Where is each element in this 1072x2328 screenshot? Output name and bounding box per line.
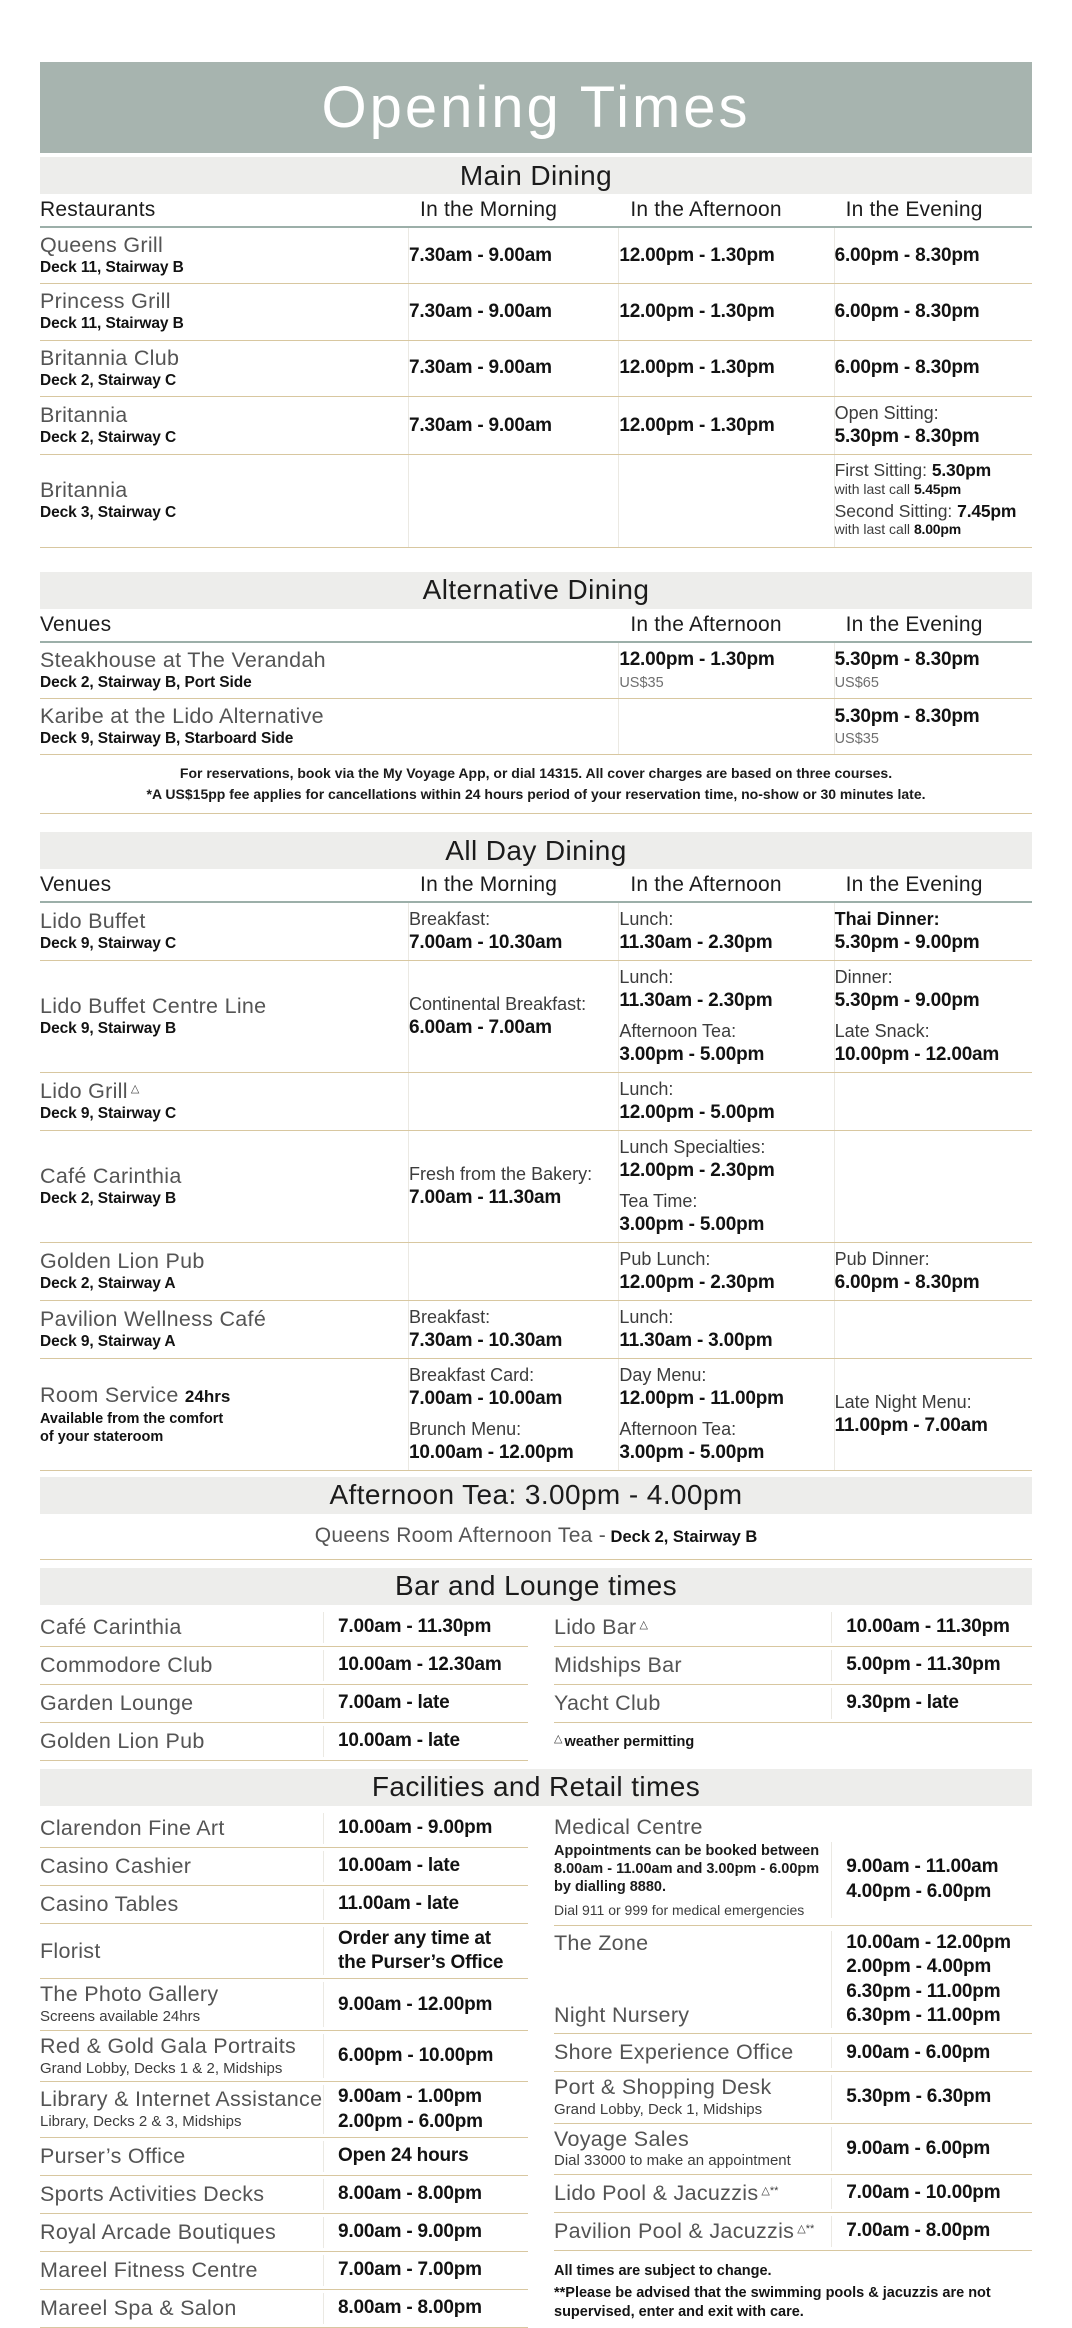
second-sitting-note: with last call 8.00pm (834, 521, 961, 538)
medical-centre-block (554, 1810, 1032, 1926)
venue-location: Deck 2, Stairway B, Port Side (40, 673, 252, 691)
facility-time: 10.00am - late (338, 1855, 460, 1877)
morning-cell-empty (408, 1073, 618, 1130)
dining-row (40, 341, 1032, 397)
afternoon-cell (618, 903, 833, 960)
zone-nursery-names (554, 1931, 831, 2028)
afternoon-cell (618, 1073, 833, 1130)
facility-time: 7.00am - 8.00pm (846, 2220, 991, 2242)
meal-entry: Continental Breakfast: 6.00am - 7.00am (409, 993, 587, 1038)
meal-entry: Breakfast Card: 7.00am - 10.00am (409, 1364, 563, 1409)
bars-columns (40, 1609, 1032, 1761)
dining-row (40, 1131, 1032, 1243)
venue-name: Café Carinthia (40, 1163, 182, 1188)
cover-charge: US$65 (834, 674, 879, 691)
venue-location: Deck 2, Stairway C (40, 428, 177, 446)
bar-name: Café Carinthia (40, 1614, 182, 1639)
facility-name: Port & Shopping Desk (554, 2075, 772, 2100)
morning-cell (408, 961, 618, 1072)
column-header-morning: In the Morning (420, 873, 558, 896)
evening-time: 6.00pm - 8.30pm (834, 341, 1032, 396)
meal-entry: Lunch: 11.30am - 3.00pm (619, 1306, 773, 1351)
facility-time: 8.00am - 8.00pm (338, 2297, 482, 2319)
bar-time: 10.00am - 12.30am (338, 1654, 502, 1676)
facility-time: 7.00am - 10.00pm (846, 2182, 1001, 2204)
venue-cell (40, 989, 408, 1044)
main-dining-header-row (40, 194, 1032, 228)
medical-emergency-note: Dial 911 or 999 for medical emergencies (554, 1901, 805, 1918)
all-day-header-row (40, 869, 1032, 903)
zone-nursery-times: 10.00am - 12.00pm 2.00pm - 4.00pm 6.30pm - 11.00pm 6.30pm - 11.00pm (831, 1931, 1032, 2028)
meal-entry: Lunch: 11.30am - 2.30pm (619, 909, 773, 953)
venue-name: Princess Grill (40, 289, 171, 314)
evening-time: 6.00pm - 8.30pm (834, 228, 1032, 283)
bar-row (40, 1685, 528, 1723)
first-sitting-note: with last call 5.45pm (834, 480, 961, 497)
dining-row (40, 961, 1032, 1073)
bar-time: 7.00am - late (338, 1692, 450, 1714)
facility-name: Night Nursery (554, 2003, 690, 2028)
dining-row (40, 228, 1032, 284)
facility-row (40, 1886, 528, 1924)
column-header-morning: In the Morning (420, 198, 558, 221)
weather-permitting-marker: △ (639, 1618, 648, 1631)
bar-row (40, 1609, 528, 1647)
venue-location: Deck 9, Stairway C (40, 1104, 177, 1122)
venue-name: Karibe at the Lido Alternative (40, 704, 324, 729)
venue-cell (40, 473, 408, 528)
morning-cell (408, 1359, 618, 1470)
bar-time: 10.00am - 11.30pm (846, 1616, 1010, 1638)
morning-time: 7.30am - 9.00am (408, 397, 618, 454)
always-open-badge: 24hrs (184, 1386, 231, 1406)
venue-name: Queens Grill (40, 233, 164, 257)
facility-sub: Dial 33000 to make an appointment (554, 2152, 791, 2170)
meal-entry: Afternoon Tea: 3.00pm - 5.00pm (619, 1020, 765, 1065)
afternoon-cell (618, 1359, 833, 1470)
facility-time: 9.00am - 12.00pm (338, 1993, 493, 2015)
facility-name-block (40, 2087, 323, 2131)
venue-location: Deck 9, Stairway A (40, 1332, 176, 1350)
venue-location: Deck 2, Stairway B (40, 1189, 177, 1207)
dining-row (40, 284, 1032, 340)
afternoon-cell (618, 643, 833, 698)
afternoon-cell-empty (618, 455, 833, 546)
venue-location: Deck 3, Stairway C (40, 504, 177, 522)
weather-permitting-footnote: △ weather permitting (554, 1732, 695, 1750)
afternoon-cell (618, 1131, 833, 1242)
bar-row (554, 1609, 1032, 1647)
facility-row (40, 1924, 528, 1980)
meal-entry: Breakfast: 7.00am - 10.30am (409, 909, 563, 953)
medical-appointments-note: Appointments can be booked between 8.00am - 11.00am and 3.00pm - 6.00pm by dialling 8880. (554, 1842, 820, 1895)
venue-cell (40, 1378, 408, 1451)
bar-name: Midships Bar (554, 1652, 682, 1677)
column-header-venues: Venues (40, 612, 112, 636)
zone-nursery-block (554, 1926, 1032, 2034)
venue-location: Deck 11, Stairway B (40, 315, 184, 333)
meal-entry: Late Snack: 10.00pm - 12.00am (834, 1020, 1000, 1065)
facility-name: Library & Internet Assistance (40, 2087, 323, 2112)
facility-name-block (554, 2075, 831, 2119)
facility-time: the Purser’s Office (338, 1952, 504, 1974)
venue-cell (40, 1074, 408, 1129)
facility-time: 9.00am - 9.00pm (338, 2221, 482, 2243)
facility-name-block (40, 1982, 323, 2026)
evening-time: 5.30pm - 8.30pm (834, 649, 980, 671)
cover-charge: US$35 (619, 674, 664, 691)
facility-name: Mareel Fitness Centre (40, 2258, 258, 2283)
facility-name: Casino Tables (40, 1891, 179, 1916)
pool-supervision-note: **Please be advised that the swimming pools & jacuzzis are not supervised, enter and exit with care. (554, 2284, 991, 2321)
bar-time: 10.00am - late (338, 1730, 460, 1752)
section-heading-main-dining: Main Dining (40, 157, 1032, 194)
venue-location: Deck 9, Stairway C (40, 934, 177, 952)
facility-sub: Grand Lobby, Deck 1, Midships (554, 2100, 763, 2118)
afternoon-tea-venue-line (40, 1514, 1032, 1560)
afternoon-cell (618, 1301, 833, 1358)
bar-row (554, 1685, 1032, 1723)
venue-cell (40, 1244, 408, 1299)
afternoon-time: 12.00pm - 1.30pm (619, 649, 775, 671)
bar-name: Commodore Club (40, 1652, 213, 1677)
dining-row (40, 903, 1032, 961)
venue-cell (40, 699, 618, 754)
facility-time: 10.00am - 9.00pm (338, 1817, 493, 1839)
venue-cell (40, 284, 408, 339)
column-header-evening: In the Evening (845, 198, 983, 221)
section-heading-alternative-dining: Alternative Dining (40, 572, 1032, 609)
meal-entry: Lunch: 11.30am - 2.30pm (619, 966, 773, 1011)
facility-name: Mareel Spa & Salon (40, 2296, 237, 2321)
bars-left-column (40, 1609, 528, 1761)
facility-name: Casino Cashier (40, 1853, 192, 1878)
dining-row (40, 643, 1032, 699)
facility-name-block (40, 2034, 323, 2078)
meal-entry: Breakfast: 7.30am - 10.30am (409, 1306, 563, 1351)
facility-name: Lido Pool & Jacuzzis △** (554, 2181, 779, 2206)
venue-name: Golden Lion Pub (40, 1248, 205, 1273)
afternoon-time: 12.00pm - 1.30pm (618, 397, 833, 454)
venue-name: Britannia Club (40, 345, 180, 370)
afternoon-time: 12.00pm - 1.30pm (618, 341, 833, 396)
sitting-label: Open Sitting: (834, 403, 939, 424)
bar-row (554, 1647, 1032, 1685)
afternoon-cell (618, 961, 833, 1072)
facility-time: 8.00am - 8.00pm (338, 2183, 482, 2205)
bar-time: 7.00am - 11.30pm (338, 1616, 492, 1638)
evening-cell (834, 699, 1032, 754)
medical-info (554, 1842, 831, 1918)
section-heading-bars: Bar and Lounge times (40, 1568, 1032, 1605)
column-header-restaurants: Restaurants (40, 198, 156, 221)
evening-cell (834, 1359, 1032, 1470)
bar-name: Golden Lion Pub (40, 1728, 205, 1753)
facility-time: 5.30pm - 6.30pm (846, 2086, 992, 2108)
bar-name: Lido Bar △ (554, 1614, 648, 1639)
dining-row (40, 397, 1032, 455)
meal-entry: Lunch Specialties: 12.00pm - 2.30pm (619, 1136, 775, 1181)
venue-cell (40, 1159, 408, 1214)
venue-name: Britannia (40, 402, 128, 427)
venue-name: Steakhouse at The Verandah (40, 647, 326, 672)
first-sitting: First Sitting: 5.30pm (834, 460, 991, 481)
weather-permitting-marker: △ (554, 1732, 563, 1745)
pool-footnote-marker: △** (761, 2185, 779, 2198)
evening-cell-empty (834, 1301, 1032, 1358)
bar-name: Garden Lounge (40, 1690, 194, 1715)
morning-time: 7.30am - 9.00am (408, 341, 618, 396)
facility-time: 11.00am - late (338, 1893, 459, 1915)
morning-time: 7.30am - 9.00am (408, 284, 618, 339)
venue-name: Room Service 24hrs (40, 1382, 231, 1407)
facility-name: Royal Arcade Boutiques (40, 2220, 277, 2245)
facility-name: Purser’s Office (40, 2144, 186, 2169)
meal-entry: Pub Dinner: 6.00pm - 8.30pm (834, 1248, 980, 1293)
facility-time: 9.00am - 6.00pm (846, 2041, 991, 2063)
facility-name: The Zone (554, 1930, 649, 1955)
column-header-venues: Venues (40, 873, 112, 896)
dining-row (40, 699, 1032, 755)
facility-row (40, 2290, 528, 2328)
medical-times: 9.00am - 11.00am 4.00pm - 6.00pm (831, 1842, 1032, 1918)
facility-name: The Photo Gallery (40, 1982, 219, 2007)
evening-time: 6.00pm - 8.30pm (834, 284, 1032, 339)
venue-name: Britannia (40, 478, 128, 503)
meal-entry: Dinner: 5.30pm - 9.00pm (834, 966, 980, 1011)
venue-name: Lido Buffet (40, 908, 146, 933)
facility-row (40, 2138, 528, 2176)
venue-location: Deck 2, Stairway C (40, 371, 177, 389)
medical-centre-details (554, 1840, 1032, 1925)
dining-row (40, 455, 1032, 547)
venue-location: Deck 11, Stairway B (40, 258, 184, 276)
cover-charge: US$35 (834, 730, 879, 747)
dining-row (40, 1359, 1032, 1471)
section-heading-facilities: Facilities and Retail times (40, 1769, 1032, 1806)
bar-name: Yacht Club (554, 1690, 661, 1715)
pool-footnote-marker: △** (797, 2223, 815, 2236)
facilities-right-column (554, 1810, 1032, 2323)
facility-row (40, 1979, 528, 2030)
bar-row (40, 1723, 528, 1761)
afternoon-cell (618, 1243, 833, 1300)
morning-cell (408, 903, 618, 960)
bar-row (40, 1647, 528, 1685)
facility-sub: Screens available 24hrs (40, 2008, 201, 2026)
facility-row (554, 2124, 1032, 2175)
alternative-dining-header-row (40, 609, 1032, 643)
evening-cell (834, 961, 1032, 1072)
afternoon-cell-empty (618, 699, 833, 754)
dining-row (40, 1301, 1032, 1359)
facility-row (554, 2213, 1032, 2251)
bars-right-column (554, 1609, 1032, 1759)
venue-location: Deck 9, Stairway B, Starboard Side (40, 729, 294, 747)
facilities-left-column (40, 1810, 528, 2328)
facility-row (40, 1848, 528, 1886)
morning-time: 7.30am - 9.00am (408, 228, 618, 283)
reservations-note-line1: For reservations, book via the My Voyage App, or dial 14315. All cover charges are based on three courses. (179, 765, 893, 782)
facility-time: 6.00pm - 10.00pm (338, 2045, 494, 2067)
evening-cell (834, 643, 1032, 698)
facility-name: Sports Activities Decks (40, 2182, 265, 2207)
meal-entry: Late Night Menu: 11.00pm - 7.00am (834, 1391, 988, 1436)
bar-time: 5.00pm - 11.30pm (846, 1654, 1001, 1676)
meal-entry: Brunch Menu: 10.00am - 12.00pm (409, 1418, 574, 1463)
reservations-note-line2: *A US$15pp fee applies for cancellations within 24 hours period of your reservation time, no-show or 30 minutes late. (146, 785, 926, 802)
meal-entry: Afternoon Tea: 3.00pm - 5.00pm (619, 1418, 765, 1463)
facility-row (40, 2176, 528, 2214)
venue-cell (40, 398, 408, 453)
venue-cell (40, 341, 408, 396)
facility-time: 2.00pm - 6.00pm (338, 2110, 483, 2132)
meal-entry: Lunch: 12.00pm - 5.00pm (619, 1078, 775, 1123)
venue-location: Deck 9, Stairway B (40, 1019, 177, 1037)
meal-entry: Thai Dinner: 5.30pm - 9.00pm (834, 909, 980, 953)
column-header-afternoon: In the Afternoon (630, 612, 782, 636)
facility-time: Order any time at (338, 1927, 491, 1949)
section-heading-all-day-dining: All Day Dining (40, 832, 1032, 869)
evening-cell (834, 397, 1032, 454)
section-heading-afternoon-tea: Afternoon Tea: 3.00pm - 4.00pm (40, 1477, 1032, 1514)
meal-entry: Pub Lunch: 12.00pm - 2.30pm (619, 1248, 775, 1293)
venue-name: Lido Buffet Centre Line (40, 993, 267, 1018)
meal-entry: Fresh from the Bakery: 7.00am - 11.30am (409, 1163, 593, 1208)
meal-entry: Tea Time: 3.00pm - 5.00pm (619, 1190, 765, 1235)
column-header-afternoon: In the Afternoon (630, 873, 782, 896)
bar-time: 9.30pm - late (846, 1692, 959, 1714)
facility-name: Clarendon Fine Art (40, 1815, 225, 1840)
morning-cell (408, 1301, 618, 1358)
weather-permitting-marker: △ (130, 1082, 140, 1095)
dining-row (40, 1073, 1032, 1131)
facility-row (554, 2175, 1032, 2213)
morning-cell (408, 1131, 618, 1242)
venue-location: Deck 2, Stairway A (40, 1274, 176, 1292)
morning-cell-empty (408, 1243, 618, 1300)
evening-time: 5.30pm - 8.30pm (834, 425, 980, 447)
tea-venue: Queens Room Afternoon Tea - (314, 1523, 607, 1547)
evening-time: 5.30pm - 8.30pm (834, 705, 980, 727)
facility-time: 9.00am - 1.00pm (338, 2086, 482, 2108)
evening-cell-empty (834, 1073, 1032, 1130)
facilities-footer (554, 2251, 1032, 2323)
second-sitting: Second Sitting: 7.45pm (834, 500, 1017, 521)
afternoon-time: 12.00pm - 1.30pm (618, 284, 833, 339)
facility-name: Shore Experience Office (554, 2040, 794, 2065)
venue-cell (40, 1302, 408, 1357)
facility-name: Pavilion Pool & Jacuzzis △** (554, 2219, 815, 2244)
evening-cell (834, 1243, 1032, 1300)
venue-name: Lido Grill △ (40, 1078, 140, 1103)
afternoon-time: 12.00pm - 1.30pm (618, 228, 833, 283)
morning-cell-empty (408, 455, 618, 546)
facility-time: 7.00am - 7.00pm (338, 2259, 482, 2281)
evening-sittings-cell (834, 455, 1032, 546)
page-title: Opening Times (321, 75, 751, 140)
facility-sub: Grand Lobby, Decks 1 & 2, Midships (40, 2059, 283, 2077)
column-header-evening: In the Evening (845, 873, 983, 896)
facility-row (40, 1810, 528, 1848)
venue-name: Pavilion Wellness Café (40, 1306, 267, 1331)
evening-cell-empty (834, 1131, 1032, 1242)
meal-entry: Day Menu: 12.00pm - 11.00pm (619, 1364, 784, 1409)
facility-name: Medical Centre (554, 1814, 703, 1839)
column-header-evening: In the Evening (845, 612, 983, 636)
facility-row (40, 2082, 528, 2138)
evening-cell (834, 903, 1032, 960)
title-band (40, 62, 1032, 153)
reservations-note (40, 755, 1032, 814)
facilities-columns (40, 1810, 1032, 2328)
facility-time: Open 24 hours (338, 2145, 469, 2167)
facility-name: Florist (40, 1938, 101, 1963)
facility-row (554, 2072, 1032, 2123)
times-subject-to-change-note: All times are subject to change. (554, 2263, 772, 2280)
tea-location: Deck 2, Stairway B (610, 1527, 758, 1546)
facility-sub: Library, Decks 2 & 3, Midships (40, 2113, 242, 2131)
venue-cell (40, 643, 618, 698)
facility-name-block (554, 2127, 831, 2171)
facility-row (554, 2034, 1032, 2072)
facility-row (40, 2252, 528, 2290)
dining-row (40, 1243, 1032, 1301)
column-header-afternoon: In the Afternoon (630, 198, 782, 221)
venue-note: Available from the comfort of your stateroom (40, 1410, 224, 1445)
facility-name: Voyage Sales (554, 2126, 690, 2151)
venue-cell (40, 904, 408, 959)
facility-row (40, 2031, 528, 2082)
facility-time: 9.00am - 6.00pm (846, 2137, 991, 2159)
facility-row (40, 2214, 528, 2252)
facility-name: Red & Gold Gala Portraits (40, 2033, 297, 2058)
venue-cell (40, 228, 408, 283)
